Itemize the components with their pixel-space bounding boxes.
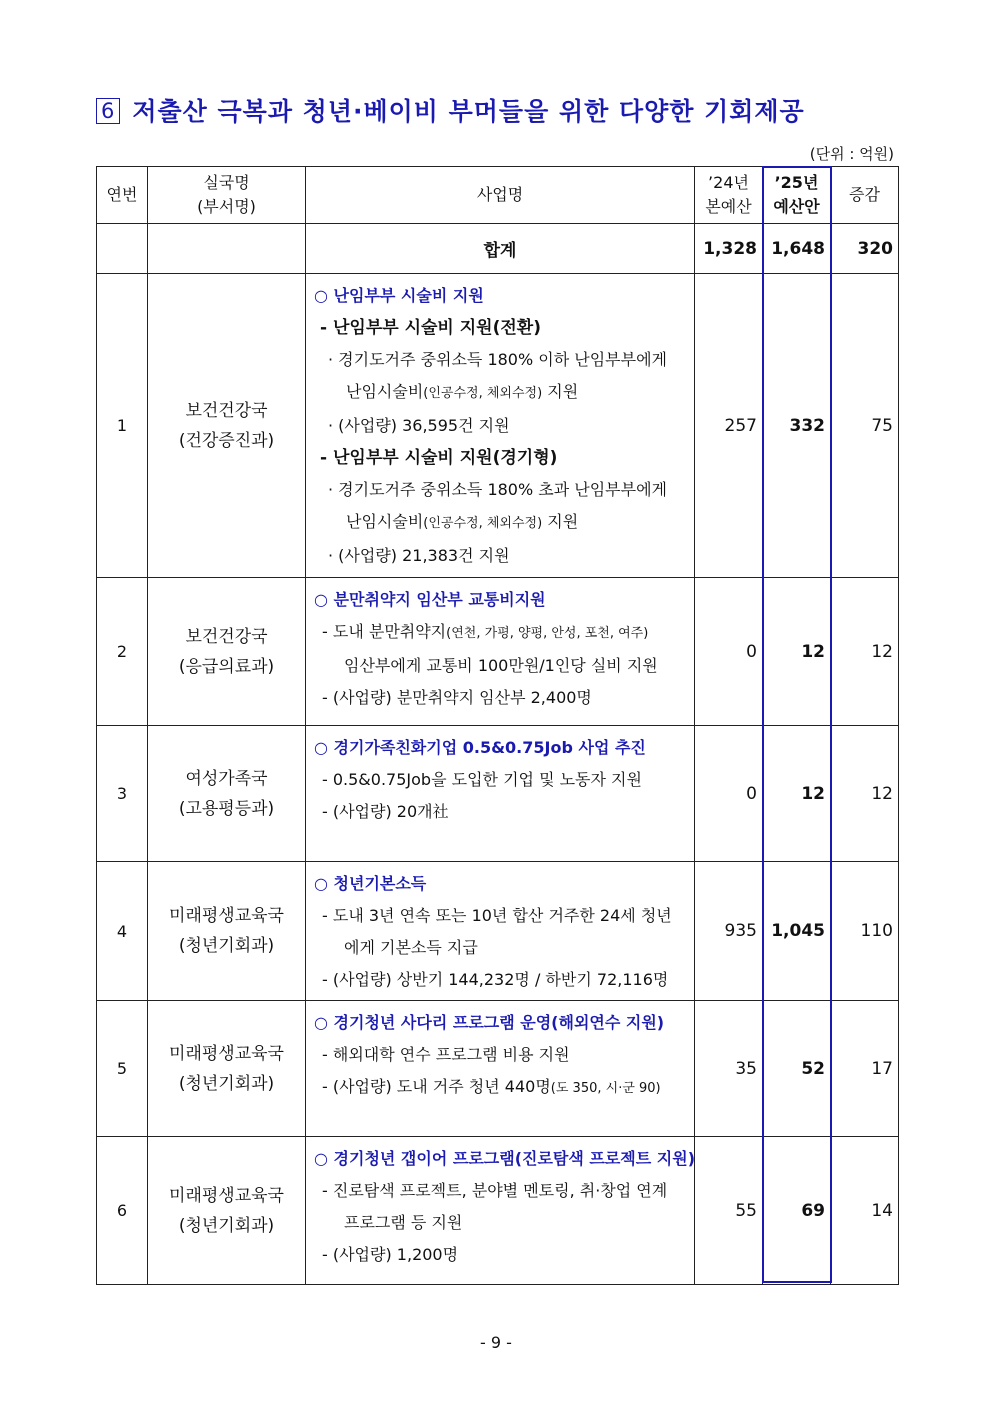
row-project-description	[306, 1137, 695, 1285]
table-row	[97, 274, 899, 578]
header-y25-line1: ’25년	[774, 173, 819, 192]
line-text: · 경기도거주 중위소득 180% 이하 난임부부에게	[328, 350, 668, 369]
project-title	[314, 280, 688, 312]
header-dept-line2: (부서명)	[197, 197, 256, 216]
line-text: · 경기도거주 중위소득 180% 초과 난임부부에게	[328, 480, 668, 499]
department-name: 보건건강국	[185, 400, 268, 421]
section-title-text: 저출산 극복과 청년·베이비 부머들을 위한 다양한 기회제공	[132, 97, 805, 126]
row-project-description	[306, 274, 695, 578]
row-department	[148, 1001, 306, 1137]
project-detail-line	[314, 344, 688, 376]
project-title	[314, 1007, 688, 1039]
row-department	[148, 274, 306, 578]
line-text: ○ 경기청년 갭이어 프로그램(진로탐색 프로젝트 지원)	[314, 1149, 696, 1168]
row-difference: 110	[831, 862, 899, 1001]
header-project: 사업명	[306, 167, 695, 224]
header-diff: 증감	[831, 167, 899, 224]
header-dept	[148, 167, 306, 224]
section-title	[96, 92, 805, 128]
line-text: - (사업량) 도내 거주 청년 440명	[322, 1077, 551, 1096]
project-detail-line	[314, 442, 688, 474]
row-project-description	[306, 862, 695, 1001]
project-title	[314, 1143, 696, 1175]
project-detail-line	[314, 616, 688, 650]
project-title	[314, 732, 688, 764]
row-number: 2	[97, 578, 148, 726]
line-note: (도 350, 시·군 90)	[550, 1081, 661, 1096]
table-row	[97, 862, 899, 1001]
header-y24-line2: 본예산	[705, 197, 752, 216]
line-text: - 0.5&0.75Job을 도입한 기업 및 노동자 지원	[322, 770, 642, 789]
total-y25: 1,648	[763, 224, 831, 274]
header-y24-line1: ’24년	[708, 173, 749, 192]
row-department	[148, 1137, 306, 1285]
project-title	[314, 868, 688, 900]
line-tail: 지원	[542, 512, 579, 531]
project-detail-line	[314, 932, 688, 964]
table-row	[97, 1001, 899, 1137]
line-text: · (사업량) 36,595건 지원	[328, 416, 510, 435]
section-number: 6	[96, 98, 120, 124]
line-text: - 도내 3년 연속 또는 10년 합산 거주한 24세 청년	[322, 906, 672, 925]
project-detail-line	[314, 764, 688, 796]
total-diff: 320	[831, 224, 899, 274]
line-text: - (사업량) 상반기 144,232명 / 하반기 72,116명	[322, 970, 669, 989]
row-budget-2025: 12	[763, 726, 831, 862]
department-name: 보건건강국	[185, 626, 268, 647]
row-project-description	[306, 578, 695, 726]
line-text: ○ 경기가족친화기업 0.5&0.75Job 사업 추진	[314, 738, 646, 757]
division-name: (청년기회과)	[178, 1073, 275, 1094]
project-detail-line	[314, 1071, 688, 1105]
line-text: 임산부에게 교통비 100만원/1인당 실비 지원	[344, 656, 658, 675]
row-number: 1	[97, 274, 148, 578]
department-name: 여성가족국	[185, 768, 268, 789]
row-budget-2025: 52	[763, 1001, 831, 1137]
line-text: - (사업량) 분만취약지 임산부 2,400명	[322, 688, 592, 707]
total-row	[97, 224, 899, 274]
row-budget-2025: 332	[763, 274, 831, 578]
project-detail-line	[314, 650, 688, 682]
row-department	[148, 726, 306, 862]
row-department	[148, 862, 306, 1001]
row-budget-2025: 12	[763, 578, 831, 726]
budget-table	[96, 166, 899, 1285]
project-detail-line	[314, 312, 688, 344]
table-row	[97, 1137, 899, 1285]
header-dept-line1: 실국명	[203, 173, 250, 192]
line-text: ○ 분만취약지 임산부 교통비지원	[314, 590, 546, 609]
project-detail-line	[314, 796, 688, 828]
division-name: (응급의료과)	[178, 656, 275, 677]
line-text: 난임시술비	[346, 382, 424, 401]
line-text: · (사업량) 21,383건 지원	[328, 546, 510, 565]
row-number: 5	[97, 1001, 148, 1137]
line-text: ○ 난임부부 시술비 지원	[314, 286, 484, 305]
row-difference: 12	[831, 578, 899, 726]
table-row	[97, 726, 899, 862]
row-budget-2024: 55	[695, 1137, 763, 1285]
total-y24: 1,328	[695, 224, 763, 274]
row-budget-2025: 1,045	[763, 862, 831, 1001]
table-row	[97, 578, 899, 726]
line-text: - 난임부부 시술비 지원(경기형)	[320, 448, 558, 468]
header-y24	[695, 167, 763, 224]
project-detail-line	[314, 1207, 688, 1239]
project-detail-line	[314, 540, 688, 572]
project-detail-line	[314, 1175, 688, 1207]
row-number: 4	[97, 862, 148, 1001]
total-label: 합계	[306, 224, 695, 274]
project-title	[314, 584, 688, 616]
division-name: (청년기회과)	[178, 1215, 275, 1236]
line-text: - (사업량) 1,200명	[322, 1245, 459, 1264]
row-budget-2024: 35	[695, 1001, 763, 1137]
row-project-description	[306, 726, 695, 862]
division-name: (고용평등과)	[178, 798, 275, 819]
row-difference: 17	[831, 1001, 899, 1137]
line-text: - 난임부부 시술비 지원(전환)	[320, 318, 541, 338]
line-text: - 진로탐색 프로젝트, 분야별 멘토링, 취·창업 연계	[322, 1181, 668, 1200]
header-y25	[763, 167, 831, 224]
department-name: 미래평생교육국	[169, 906, 284, 926]
row-budget-2024: 0	[695, 578, 763, 726]
row-budget-2024: 0	[695, 726, 763, 862]
division-name: (청년기회과)	[178, 936, 275, 956]
line-text: 에게 기본소득 지급	[344, 938, 478, 957]
header-no: 연번	[97, 167, 148, 224]
line-note: (인공수정, 체외수정)	[423, 516, 543, 531]
row-budget-2025: 69	[763, 1137, 831, 1285]
page-number: - 9 -	[480, 1333, 512, 1352]
project-detail-line	[314, 964, 688, 996]
department-name: 미래평생교육국	[169, 1043, 284, 1064]
row-budget-2024: 257	[695, 274, 763, 578]
project-detail-line	[314, 900, 688, 932]
line-note: (인공수정, 체외수정)	[423, 386, 543, 401]
line-tail: 지원	[542, 382, 579, 401]
project-detail-line	[314, 682, 688, 714]
header-y25-line2: 예산안	[773, 197, 820, 216]
line-text: - 해외대학 연수 프로그램 비용 지원	[322, 1045, 570, 1064]
line-text: - 도내 분만취약지	[322, 622, 447, 641]
line-text: ○ 경기청년 사다리 프로그램 운영(해외연수 지원)	[314, 1013, 665, 1032]
line-text: 난임시술비	[346, 512, 424, 531]
line-text: ○ 청년기본소득	[314, 874, 427, 893]
department-name: 미래평생교육국	[169, 1185, 284, 1206]
row-number: 6	[97, 1137, 148, 1285]
row-project-description	[306, 1001, 695, 1137]
project-detail-line	[314, 410, 688, 442]
project-detail-line	[314, 1239, 688, 1271]
row-budget-2024: 935	[695, 862, 763, 1001]
division-name: (건강증진과)	[178, 430, 275, 451]
line-text: 프로그램 등 지원	[344, 1213, 463, 1232]
project-detail-line	[314, 1039, 688, 1071]
row-difference: 14	[831, 1137, 899, 1285]
project-detail-line	[314, 474, 688, 506]
project-detail-line	[314, 376, 688, 410]
line-note: (연천, 가평, 양평, 안성, 포천, 여주)	[446, 626, 649, 641]
unit-label: (단위 : 억원)	[809, 145, 894, 163]
row-difference: 12	[831, 726, 899, 862]
project-detail-line	[314, 506, 688, 540]
row-department	[148, 578, 306, 726]
line-text: - (사업량) 20개社	[322, 802, 449, 821]
row-difference: 75	[831, 274, 899, 578]
header-row	[97, 167, 899, 224]
row-number: 3	[97, 726, 148, 862]
